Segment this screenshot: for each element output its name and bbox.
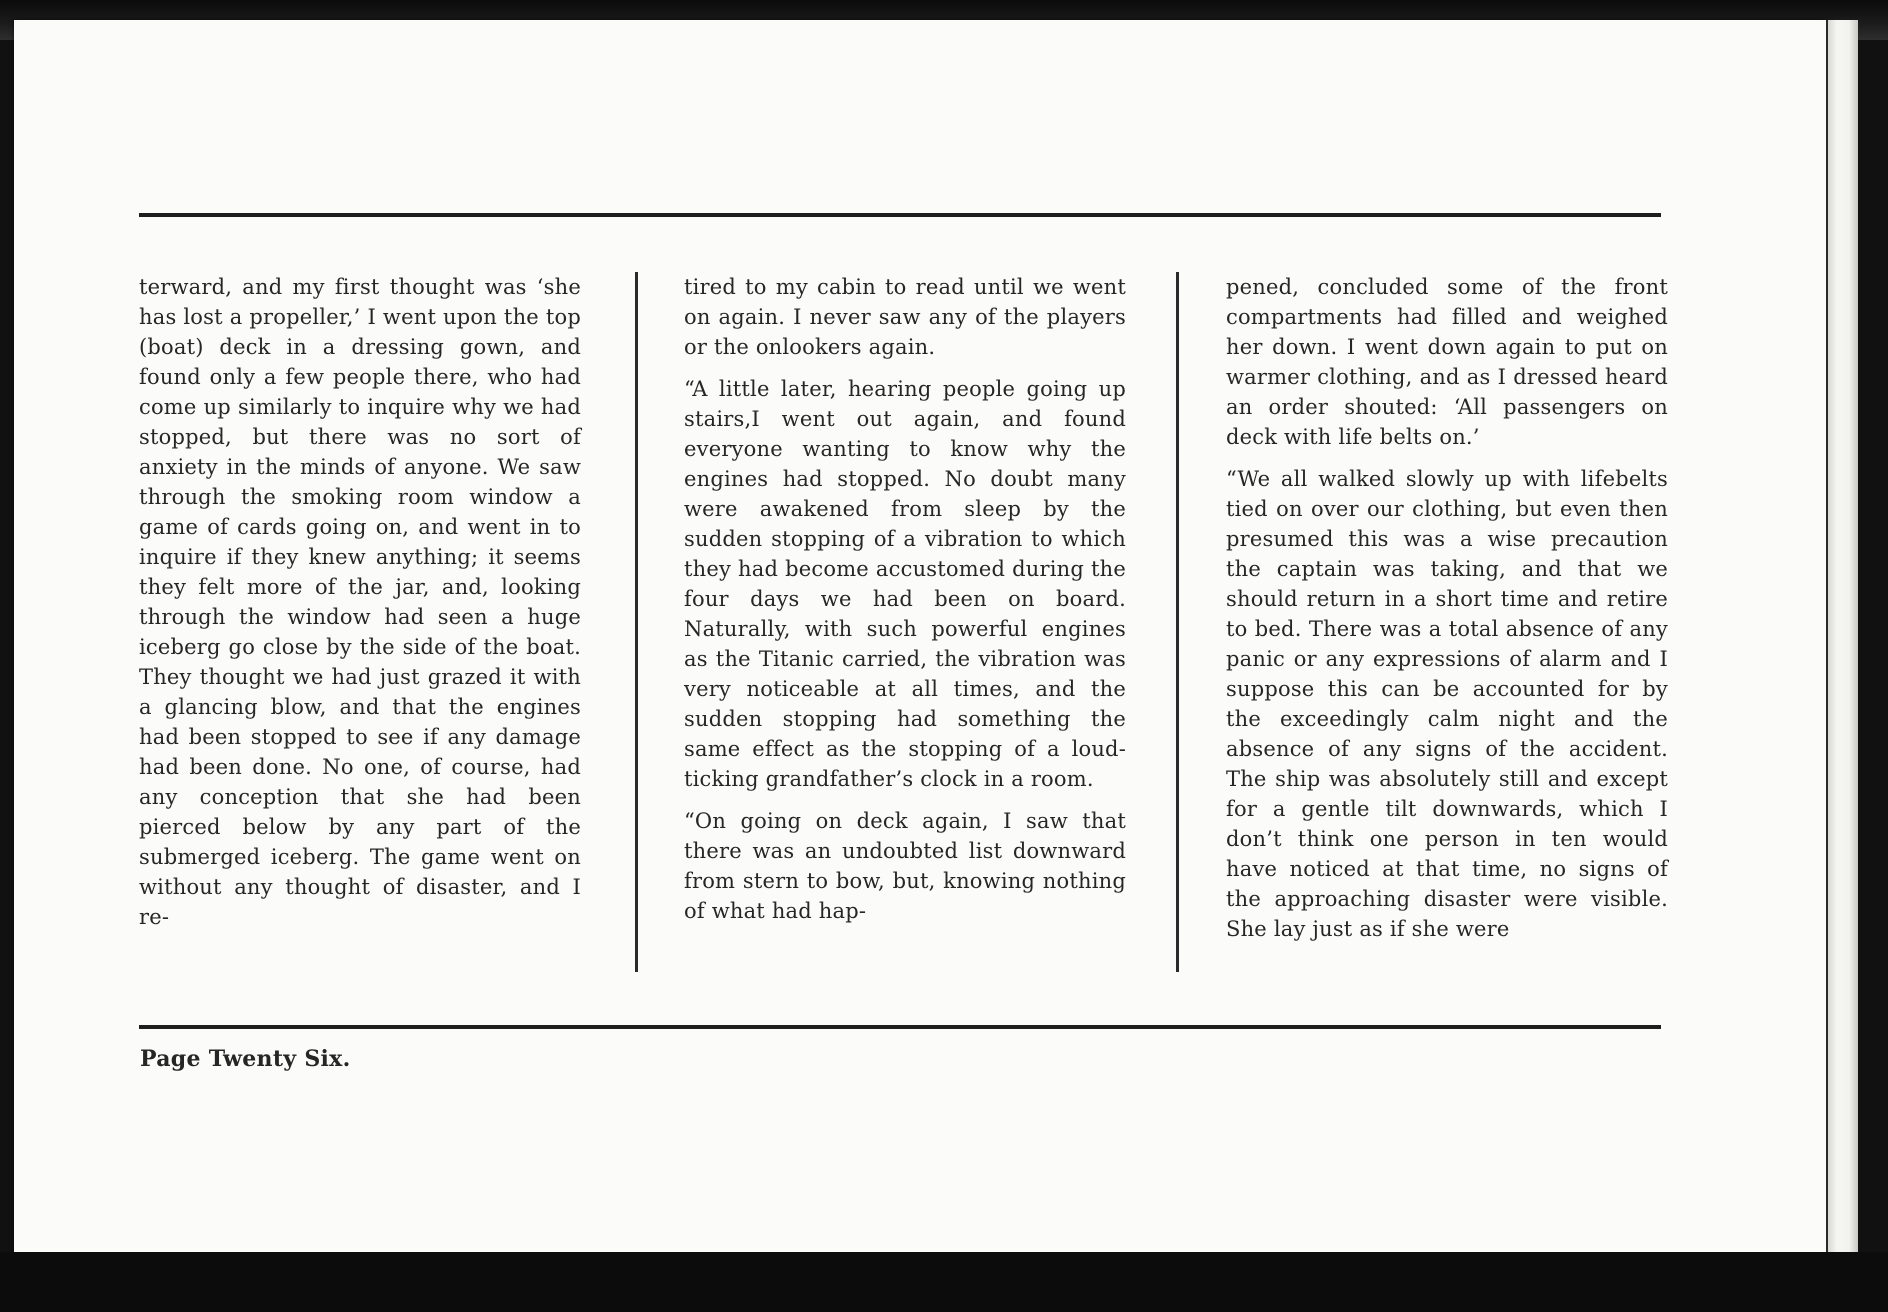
column-divider-1 bbox=[635, 272, 638, 972]
column-3-paragraph-1: pened, concluded some of the front compartments had filled and weighed her down. I went down again to put on warmer clothing, and as I dressed heard an order shouted: ‘All passengers on deck with life belts on.’ bbox=[1226, 275, 1668, 449]
column-divider-2 bbox=[1176, 272, 1179, 972]
text-column-2 bbox=[684, 272, 1126, 926]
scan-bottom-shadow bbox=[0, 1252, 1888, 1312]
text-column-3 bbox=[1226, 272, 1668, 944]
footer-rule bbox=[139, 1025, 1661, 1029]
column-2-paragraph-2: “A little later, hearing people going up stairs,I went out again, and found everyone wanting to know why the engines had stopped. No doubt many were awakened from sleep by the sudden stopping of a vibration to which they had become accustomed during the four days we had been on board. Naturally, with such powerful engines as the Titanic carried, the vibration was very noticeable at all times, and the sudden stopping had something the same effect as the stopping of a loud-ticking grandfather’s clock in a room. bbox=[684, 377, 1126, 791]
column-1-paragraph-1: terward, and my first thought was ‘she has lost a propeller,’ I went upon the top (boat) deck in a dressing gown, and found only a few people there, who had come up similarly to inquire why we had stopped, but there was no sort of anxiety in the minds of anyone. We saw through the smoking room window a game of cards going on, and went in to inquire if they knew anything; it seems they felt more of the jar, and, looking through the window had seen a huge iceberg go close by the side of the boat. They thought we had just grazed it with a glancing blow, and that the engines had been stopped to see if any damage had been done. No one, of course, had any conception that she had been pierced below by any part of the submerged iceberg. The game went on without any thought of disaster, and I re- bbox=[139, 275, 581, 929]
column-3-paragraph-2: “We all walked slowly up with lifebelts tied on over our clothing, but even then presumed this was a wise precaution the captain was taking, and that we should return in a short time and retire to bed. There was a total absence of any panic or any expressions of alarm and I suppose this can be accounted for by the exceedingly calm night and the absence of any signs of the accident. The ship was absolutely still and except for a gentle tilt downwards, which I don’t think one person in ten would have noticed at that time, no signs of the approaching disaster were visible. She lay just as if she were bbox=[1226, 467, 1668, 941]
column-2-paragraph-1: tired to my cabin to read until we went on again. I never saw any of the players or the onlookers again. bbox=[684, 275, 1126, 359]
header-rule bbox=[139, 213, 1661, 217]
text-column-1 bbox=[139, 272, 581, 932]
page-number-label: Page Twenty Six. bbox=[140, 1046, 351, 1072]
next-page-edge bbox=[1826, 20, 1858, 1252]
column-2-paragraph-3: “On going on deck again, I saw that there was an undoubted list downward from stern to bow, but, knowing nothing of what had hap- bbox=[684, 809, 1126, 923]
